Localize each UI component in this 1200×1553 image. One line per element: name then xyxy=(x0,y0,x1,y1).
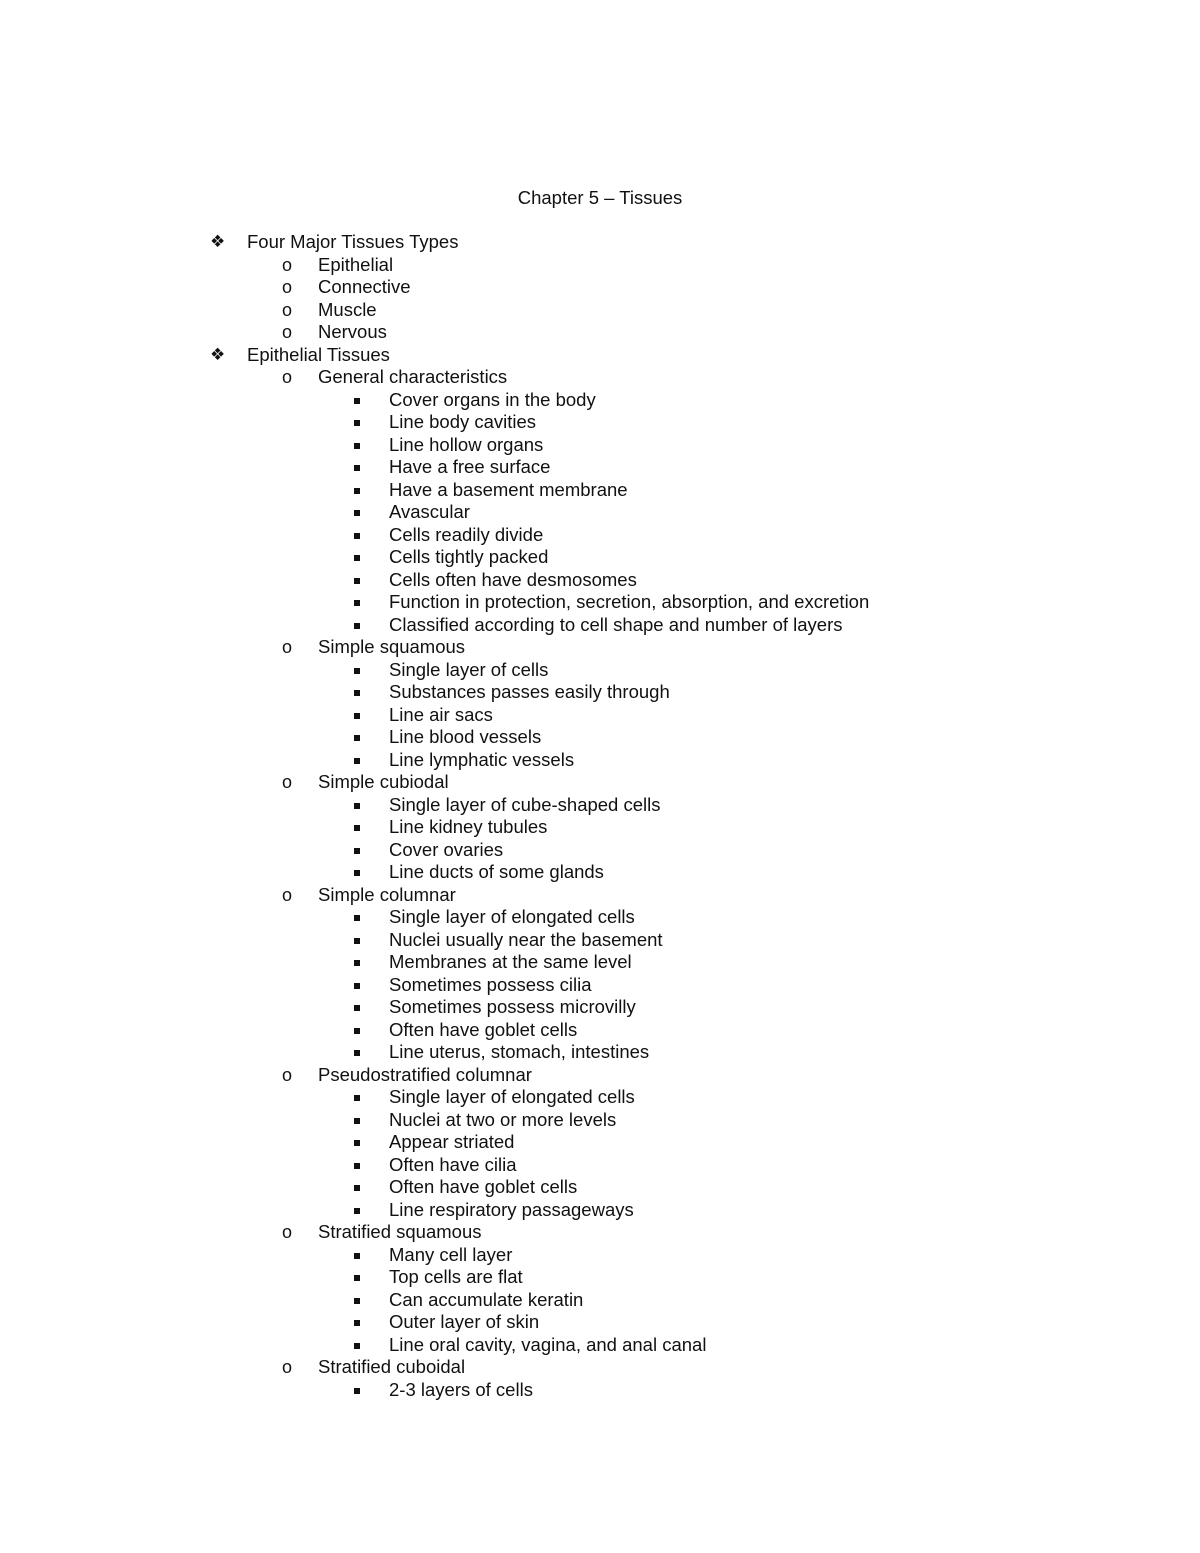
outline-item-level-3 xyxy=(0,389,1200,412)
outline-item-level-1 xyxy=(0,231,1200,254)
outline-item-level-3 xyxy=(0,906,1200,929)
outline-item-level-3 xyxy=(0,749,1200,772)
outline-item-text: Appear striated xyxy=(389,1131,515,1152)
outline-item-level-2 xyxy=(0,884,1200,907)
square-bullet-icon xyxy=(354,1275,360,1281)
circle-bullet-icon: o xyxy=(282,277,293,297)
outline-item-text: Line lymphatic vessels xyxy=(389,748,575,770)
outline-item-level-2 xyxy=(0,1064,1200,1087)
outline-item-text: Avascular xyxy=(389,501,470,522)
circle-bullet-icon: o xyxy=(282,299,293,320)
square-bullet-icon xyxy=(354,1208,360,1214)
square-bullet-icon xyxy=(354,600,360,606)
square-bullet-icon xyxy=(354,1343,360,1349)
outline-item-level-3 xyxy=(0,1289,1200,1312)
outline-item-text: Cover ovaries xyxy=(389,838,504,860)
outline-item-level-3 xyxy=(0,816,1200,839)
outline-item-text: Often have cilia xyxy=(389,1153,517,1175)
outline-item-text: Four Major Tissues Types xyxy=(247,231,459,252)
outline-item-level-3 xyxy=(0,1109,1200,1132)
outline-item-level-2 xyxy=(0,366,1200,389)
outline-item-level-3 xyxy=(0,1154,1200,1177)
outline-item-level-3 xyxy=(0,1199,1200,1222)
square-bullet-icon xyxy=(354,488,360,494)
outline-item-text: Sometimes possess microvilly xyxy=(389,996,636,1017)
outline-item-text: Sometimes possess cilia xyxy=(389,973,592,995)
outline-item-text: Line blood vessels xyxy=(389,726,542,747)
outline-item-text: Nervous xyxy=(318,321,387,342)
outline-item-level-3 xyxy=(0,524,1200,547)
outline-item-text: General characteristics xyxy=(318,366,508,387)
outline-item-text: Line ducts of some glands xyxy=(389,861,604,882)
square-bullet-icon xyxy=(354,1118,360,1124)
outline-item-level-3 xyxy=(0,479,1200,502)
outline-item-level-3 xyxy=(0,569,1200,592)
square-bullet-icon xyxy=(354,983,360,989)
outline-item-text: Cover organs in the body xyxy=(389,388,596,410)
square-bullet-icon xyxy=(354,1140,360,1146)
outline-item-level-2 xyxy=(0,299,1200,322)
circle-bullet-icon: o xyxy=(282,1222,293,1242)
outline-item-level-3 xyxy=(0,861,1200,884)
outline-item-level-3 xyxy=(0,726,1200,749)
diamond-bullet-icon: ❖ xyxy=(210,344,226,364)
square-bullet-icon xyxy=(354,1163,360,1169)
outline-item-level-3 xyxy=(0,1131,1200,1154)
outline-item-text: Substances passes easily through xyxy=(389,681,670,702)
square-bullet-icon xyxy=(354,533,360,539)
outline-item-level-3 xyxy=(0,1379,1200,1402)
outline-item-level-3 xyxy=(0,1311,1200,1334)
square-bullet-icon xyxy=(354,803,360,809)
outline-item-text: Many cell layer xyxy=(389,1243,513,1265)
outline-item-text: Nuclei at two or more levels xyxy=(389,1108,617,1130)
outline-item-level-1 xyxy=(0,344,1200,367)
outline-item-level-2 xyxy=(0,636,1200,659)
square-bullet-icon xyxy=(354,915,360,921)
outline-item-level-3 xyxy=(0,659,1200,682)
circle-bullet-icon: o xyxy=(282,884,293,905)
outline-item-text: Cells often have desmosomes xyxy=(389,568,637,590)
square-bullet-icon xyxy=(354,1253,360,1259)
outline-item-text: Cells tightly packed xyxy=(389,546,549,567)
page-title: Chapter 5 – Tissues xyxy=(517,187,683,208)
outline-item-text: Single layer of cells xyxy=(389,658,549,680)
outline-item-text: Pseudostratified columnar xyxy=(318,1063,532,1085)
circle-bullet-icon: o xyxy=(282,367,293,387)
outline-item-level-3 xyxy=(0,996,1200,1019)
outline-item-level-3 xyxy=(0,974,1200,997)
square-bullet-icon xyxy=(354,1005,360,1011)
square-bullet-icon xyxy=(354,1095,360,1101)
outline-item-level-3 xyxy=(0,591,1200,614)
outline-item-level-2 xyxy=(0,254,1200,277)
square-bullet-icon xyxy=(354,735,360,741)
square-bullet-icon xyxy=(354,555,360,561)
circle-bullet-icon: o xyxy=(282,322,293,342)
outline-item-level-3 xyxy=(0,794,1200,817)
outline-item-text: Stratified cuboidal xyxy=(318,1356,466,1377)
square-bullet-icon xyxy=(354,443,360,449)
outline-item-level-2 xyxy=(0,321,1200,344)
outline-item-text: Line kidney tubules xyxy=(389,816,548,837)
outline-item-text: Line respiratory passageways xyxy=(389,1198,634,1220)
outline-item-text: Line hollow organs xyxy=(389,433,544,455)
outline-item-text: Can accumulate keratin xyxy=(389,1288,584,1310)
outline-item-text: 2-3 layers of cells xyxy=(389,1378,533,1400)
outline-item-level-3 xyxy=(0,1086,1200,1109)
square-bullet-icon xyxy=(354,1320,360,1326)
outline-item-text: Connective xyxy=(318,276,411,297)
outline-item-text: Membranes at the same level xyxy=(389,951,632,972)
square-bullet-icon xyxy=(354,510,360,516)
outline-item-level-3 xyxy=(0,411,1200,434)
circle-bullet-icon: o xyxy=(282,1357,293,1377)
outline-item-text: Outer layer of skin xyxy=(389,1311,540,1332)
outline-item-level-3 xyxy=(0,839,1200,862)
circle-bullet-icon: o xyxy=(282,637,293,657)
square-bullet-icon xyxy=(354,398,360,404)
outline-item-text: Simple squamous xyxy=(318,636,466,657)
outline-item-text: Often have goblet cells xyxy=(389,1018,578,1040)
outline-item-level-3 xyxy=(0,614,1200,637)
outline-item-level-3 xyxy=(0,681,1200,704)
square-bullet-icon xyxy=(354,1050,360,1056)
circle-bullet-icon: o xyxy=(282,254,293,275)
outline-item-level-3 xyxy=(0,1244,1200,1267)
outline-item-text: Simple columnar xyxy=(318,883,456,905)
square-bullet-icon xyxy=(354,623,360,629)
outline-item-text: Muscle xyxy=(318,298,377,320)
outline-item-level-3 xyxy=(0,456,1200,479)
outline-item-level-3 xyxy=(0,704,1200,727)
outline-item-level-2 xyxy=(0,1221,1200,1244)
outline-item-text: Single layer of elongated cells xyxy=(389,1086,635,1107)
outline-item-text: Top cells are flat xyxy=(389,1266,523,1287)
outline-item-level-3 xyxy=(0,929,1200,952)
square-bullet-icon xyxy=(354,870,360,876)
square-bullet-icon xyxy=(354,825,360,831)
outline-item-text: Line oral cavity, vagina, and anal canal xyxy=(389,1333,707,1355)
outline-item-text: Classified according to cell shape and number of layers xyxy=(389,613,843,635)
outline-item-level-2 xyxy=(0,771,1200,794)
outline-item-text: Single layer of cube-shaped cells xyxy=(389,793,661,815)
square-bullet-icon xyxy=(354,758,360,764)
square-bullet-icon xyxy=(354,1028,360,1034)
square-bullet-icon xyxy=(354,420,360,426)
square-bullet-icon xyxy=(354,848,360,854)
square-bullet-icon xyxy=(354,578,360,584)
square-bullet-icon xyxy=(354,713,360,719)
outline-item-text: Stratified squamous xyxy=(318,1221,482,1242)
diamond-bullet-icon: ❖ xyxy=(210,232,226,251)
outline-item-level-3 xyxy=(0,1334,1200,1357)
square-bullet-icon xyxy=(354,938,360,944)
outline-item-text: Simple cubiodal xyxy=(318,771,449,792)
outline-item-text: Function in protection, secretion, absorption, and excretion xyxy=(389,591,870,612)
square-bullet-icon xyxy=(354,465,360,471)
outline-item-text: Line uterus, stomach, intestines xyxy=(389,1041,650,1062)
outline-item-level-3 xyxy=(0,434,1200,457)
outline-item-text: Cells readily divide xyxy=(389,523,544,545)
circle-bullet-icon: o xyxy=(282,1064,293,1085)
outline-item-level-2 xyxy=(0,1356,1200,1379)
outline-item-level-2 xyxy=(0,276,1200,299)
square-bullet-icon xyxy=(354,1298,360,1304)
outline-item-text: Have a basement membrane xyxy=(389,478,628,500)
outline-item-text: Line air sacs xyxy=(389,703,493,725)
outline-item-text: Single layer of elongated cells xyxy=(389,906,635,927)
outline-item-level-3 xyxy=(0,501,1200,524)
outline-item-level-3 xyxy=(0,1266,1200,1289)
outline-item-text: Line body cavities xyxy=(389,411,537,432)
outline-item-level-3 xyxy=(0,1041,1200,1064)
outline-list xyxy=(0,231,1200,1401)
outline-item-text: Have a free surface xyxy=(389,456,551,477)
square-bullet-icon xyxy=(354,1185,360,1191)
square-bullet-icon xyxy=(354,690,360,696)
square-bullet-icon xyxy=(354,1388,360,1394)
outline-item-text: Epithelial Tissues xyxy=(247,343,390,365)
circle-bullet-icon: o xyxy=(282,772,293,792)
outline-item-level-3 xyxy=(0,1019,1200,1042)
outline-item-text: Nuclei usually near the basement xyxy=(389,928,663,950)
square-bullet-icon xyxy=(354,668,360,674)
outline-item-text: Epithelial xyxy=(318,253,394,275)
square-bullet-icon xyxy=(354,960,360,966)
outline-item-level-3 xyxy=(0,1176,1200,1199)
outline-item-level-3 xyxy=(0,951,1200,974)
outline-item-level-3 xyxy=(0,546,1200,569)
outline-item-text: Often have goblet cells xyxy=(389,1176,578,1197)
